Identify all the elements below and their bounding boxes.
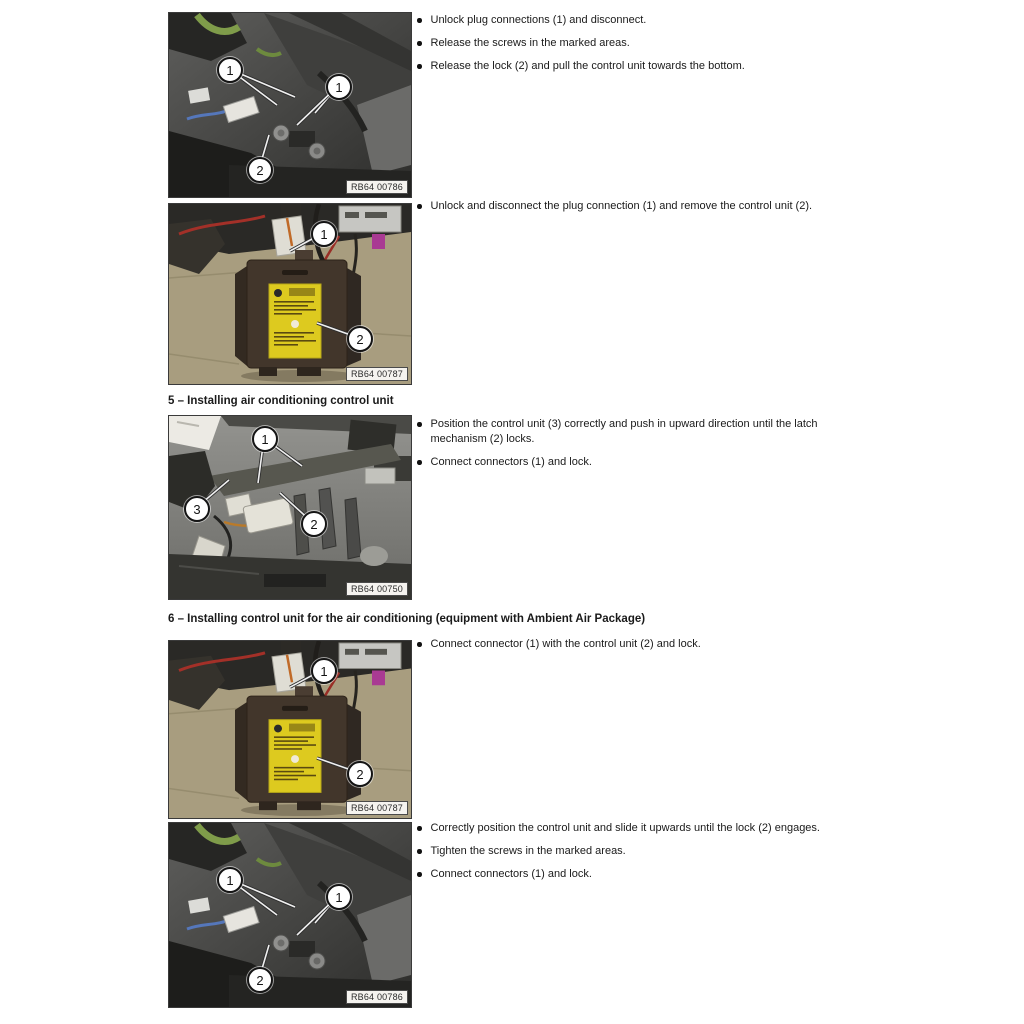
callout-circle: [301, 511, 327, 537]
instruction-text: Release the screws in the marked areas.: [430, 37, 630, 49]
callout-number: 1: [226, 62, 234, 78]
bullet-marker: [417, 64, 422, 69]
bullet-marker: [417, 41, 422, 46]
callout-circle: [347, 761, 373, 787]
instruction-text: Connect connector (1) with the control unit (2) and lock.: [430, 638, 701, 650]
bullet-marker: [417, 872, 422, 877]
instruction-text: Unlock and disconnect the plug connection (1) and remove the control unit (2).: [430, 200, 813, 212]
instruction-bullet: [417, 59, 862, 74]
figure-reference-label: RB64 00787: [346, 801, 408, 815]
instruction-bullet: [417, 867, 862, 882]
callout-number: 1: [335, 889, 343, 905]
bullet-marker: [417, 422, 422, 427]
instruction-text: Connect connectors (1) and lock.: [430, 456, 592, 468]
figure-install-screws: [168, 822, 412, 1008]
figure-reference-label: RB64 00750: [346, 582, 408, 596]
instruction-bullet: [417, 417, 862, 447]
bullet-marker: [417, 204, 422, 209]
callout-circle: [326, 74, 352, 100]
instruction-bullet: [417, 844, 862, 859]
instruction-list: [417, 417, 862, 478]
instruction-bullet: [417, 821, 862, 836]
instruction-bullet: [417, 455, 862, 470]
instruction-text: Release the lock (2) and pull the control unit towards the bottom.: [430, 60, 745, 72]
callout-circle: [311, 658, 337, 684]
callout-number: 3: [193, 501, 201, 517]
instruction-text: Unlock plug connections (1) and disconnect.: [430, 14, 647, 26]
figure-reference-label: RB64 00786: [346, 180, 408, 194]
callout-number: 1: [320, 663, 328, 679]
engine-bay-photo-illustration: [169, 823, 411, 1007]
figure-reference-label: RB64 00787: [346, 367, 408, 381]
bullet-marker: [417, 18, 422, 23]
bullet-marker: [417, 460, 422, 465]
figure-control-unit-install: [168, 640, 412, 819]
instruction-bullet: [417, 199, 862, 214]
instruction-text: Tighten the screws in the marked areas.: [430, 845, 626, 857]
engine-bay-photo-illustration: [169, 13, 411, 197]
callout-circle: [217, 57, 243, 83]
callout-number: 2: [256, 162, 264, 178]
figure-removal-screws: [168, 12, 412, 198]
instruction-text: Position the control unit (3) correctly and push in upward direction until the latch mechanism (2) locks.: [430, 418, 818, 445]
instruction-list: [417, 821, 862, 890]
callout-number: 2: [356, 331, 364, 347]
control-unit-photo-illustration: [169, 204, 411, 384]
figure-reference-label: RB64 00786: [346, 990, 408, 1004]
callout-circle: [247, 967, 273, 993]
callout-circle: [347, 326, 373, 352]
callout-number: 2: [356, 766, 364, 782]
bullet-marker: [417, 642, 422, 647]
instruction-list: [417, 13, 862, 82]
callout-number: 1: [320, 226, 328, 242]
bullet-marker: [417, 826, 422, 831]
instruction-bullet: [417, 13, 862, 28]
callout-number: 1: [261, 431, 269, 447]
callout-number: 1: [335, 79, 343, 95]
callout-circle: [217, 867, 243, 893]
section-heading-5: 5 – Installing air conditioning control unit: [168, 395, 394, 407]
instruction-bullet: [417, 36, 862, 51]
control-unit-photo-illustration: [169, 641, 411, 818]
section-heading-6: 6 – Installing control unit for the air conditioning (equipment with Ambient Air Package): [168, 613, 646, 625]
instruction-list: [417, 199, 862, 222]
callout-number: 1: [226, 872, 234, 888]
callout-number: 2: [256, 972, 264, 988]
callout-number: 2: [310, 516, 318, 532]
figure-control-unit-removal: [168, 203, 412, 385]
instruction-bullet: [417, 637, 862, 652]
bullet-marker: [417, 849, 422, 854]
instruction-text: Connect connectors (1) and lock.: [430, 868, 592, 880]
callout-circle: [247, 157, 273, 183]
figure-install-position: [168, 415, 412, 600]
callout-circle: [184, 496, 210, 522]
callout-circle: [311, 221, 337, 247]
callout-circle: [326, 884, 352, 910]
callout-circle: [252, 426, 278, 452]
instruction-text: Correctly position the control unit and slide it upwards until the lock (2) engages.: [430, 822, 820, 834]
instruction-list: [417, 637, 862, 660]
